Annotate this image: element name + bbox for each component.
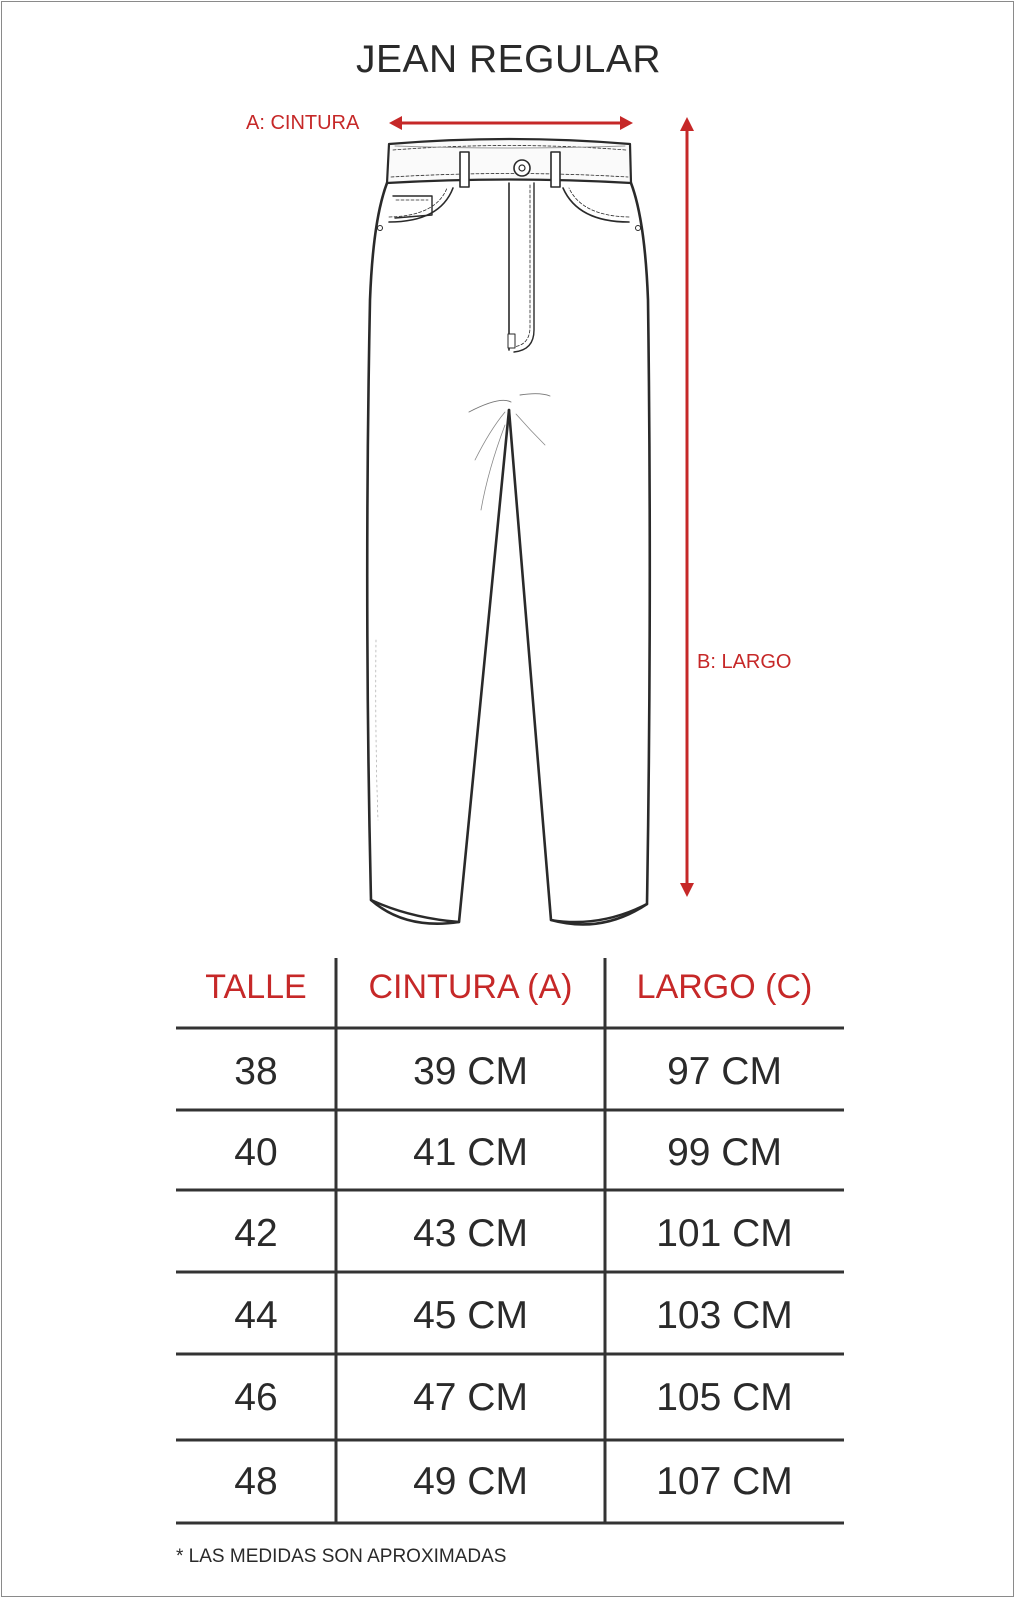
table-cell-waist: 45 CM [413, 1294, 528, 1337]
table-cell-length: 103 CM [656, 1294, 793, 1337]
waist-arrow-icon [389, 116, 633, 130]
table-cell-waist: 39 CM [413, 1050, 528, 1093]
table-cell-length: 99 CM [667, 1131, 782, 1174]
table-cell-size: 46 [234, 1376, 278, 1419]
waist-measure-label: A: CINTURA [246, 112, 360, 134]
header-talle: TALLE [205, 968, 307, 1006]
header-largo: LARGO (C) [636, 968, 813, 1006]
jeans-outline-icon [367, 139, 650, 924]
table-cell-waist: 49 CM [413, 1460, 528, 1503]
length-arrow-icon [680, 117, 694, 897]
table-cell-size: 40 [234, 1131, 278, 1174]
table-cell-length: 101 CM [656, 1212, 793, 1255]
header-cintura: CINTURA (A) [368, 968, 573, 1006]
table-cell-size: 42 [234, 1212, 278, 1255]
table-cell-waist: 41 CM [413, 1131, 528, 1174]
length-measure-label: B: LARGO [697, 651, 792, 673]
table-cell-size: 38 [234, 1050, 278, 1093]
table-cell-waist: 43 CM [413, 1212, 528, 1255]
table-cell-waist: 47 CM [413, 1376, 528, 1419]
footnote: * LAS MEDIDAS SON APROXIMADAS [176, 1546, 507, 1567]
table-cell-length: 107 CM [656, 1460, 793, 1503]
page-title: JEAN REGULAR [355, 38, 662, 81]
table-cell-size: 44 [234, 1294, 278, 1337]
table-cell-length: 105 CM [656, 1376, 793, 1419]
table-cell-size: 48 [234, 1460, 278, 1503]
table-cell-length: 97 CM [667, 1050, 782, 1093]
